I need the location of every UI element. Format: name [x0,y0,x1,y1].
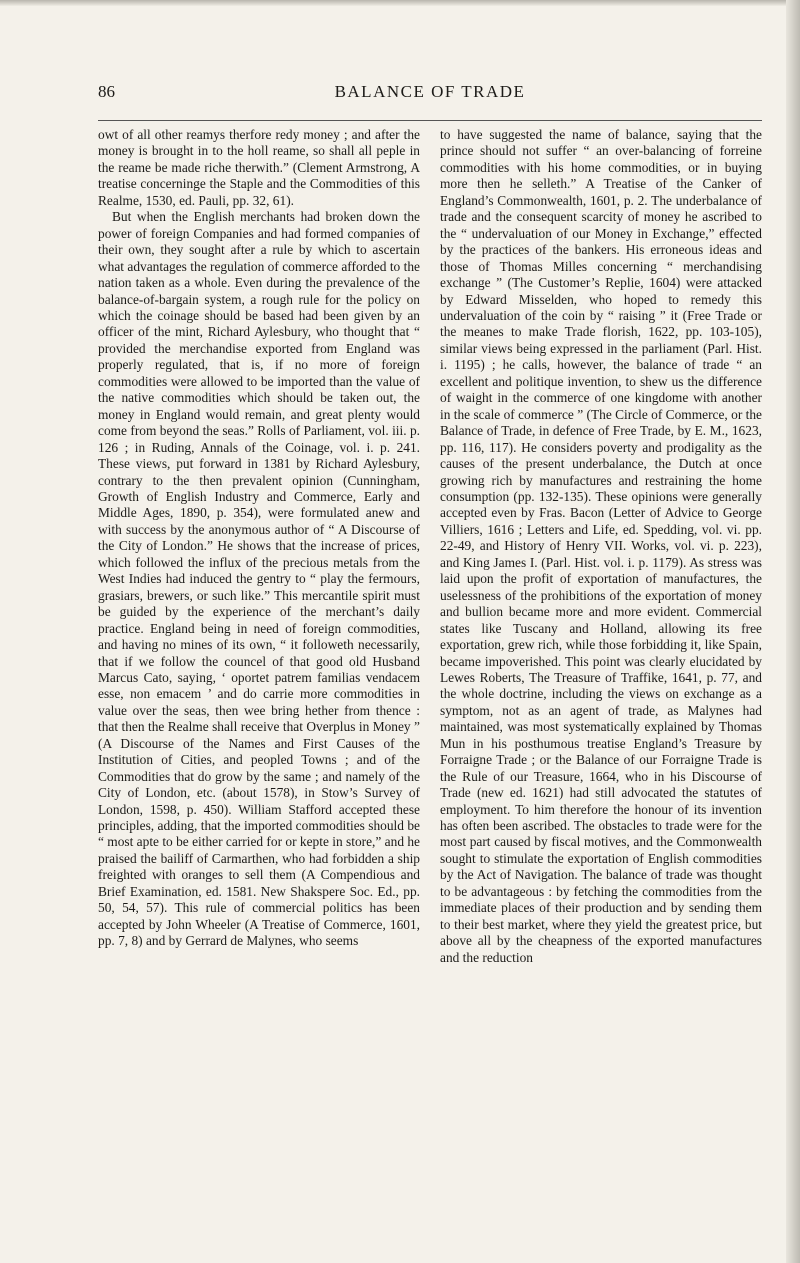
scan-top-edge [0,0,800,6]
running-title: BALANCE OF TRADE [334,82,526,101]
header-rule [98,120,762,121]
left-column [98,127,420,950]
right-paragraph-1: to have suggested the name of balance, saying that the prince should not suffer “ an over-balancing of forreine commodities with his home commodities, or in buying more then he selleth.” A Treatise of the Canker of England’s Commonwealth, 1601, p. 2. The underbalance of trade and the consequent scarcity of money he ascribed to the “ undervaluation of our Money in Exchange,” effected by the practices of the bankers. His erroneous ideas and those of Thomas Milles concerning “ merchandising exchange ” (The Customer’s Replie, 1604) were attacked by Edward Misselden, who hoped to remedy this undervaluation of the coin by “ raising ” it (Free Trade or the meanes to make Trade florish, 1622, pp. 103-105), similar views being expressed in the parliament (Parl. Hist. i. 1195) ; he calls, however, the balance of trade “ an excellent and politique invention, to shew us the difference of waight in the commerce of one kingdome with another in the scale of commerce ” (The Circle of Commerce, or the Balance of Trade, in defence of Free Trade, by E. M., 1623, pp. 116, 117). He considers poverty and prodigality as the causes of the present underbalance, the Dutch at once growing rich by manufactures and restraining the home consumption (pp. 132-135). These opinions were generally accepted even by Fras. Bacon (Letter of Advice to George Villiers, 1616 ; Letters and Life, ed. Spedding, vol. vi. pp. 22-49, and History of Henry VII. Works, vol. vi. p. 223), and King James I. (Parl. Hist. vol. i. p. 1179). As stress was laid upon the profit of exportation of manufactures, the uselessness of the prohibitions of the exportation of money and bullion became more and more evident. Commercial states like Tuscany and Holland, allowing its free exportation, grew rich, while those forbidding it, like Spain, became impoverished. This point was clearly elucidated by Lewes Roberts, The Treasure of Traffike, 1641, p. 77, and the whole doctrine, including the views on exchange as a symptom, not as an agent of trade, as Malynes had maintained, was most systematically explained by Thomas Mun in his posthumous treatise England’s Treasure by Forraigne Trade ; or the Balance of our Forraigne Trade is the Rule of our Treasure, 1664, who in his Discourse of Trade (new ed. 1621) had still advocated the statutes of employment. To him therefore the honour of its invention has often been ascribed. The obstacles to trade were for the most part caused by fiscal motives, and the Commonwealth sought to stimulate the exportation of English commodities by the Act of Navigation. The balance of trade was thought to be advantageous : by fetching the commodities from the immediate places of their production and by sending them to their best market, where they yield the greatest price, but above all by the cheapness of the exported manufactures and the reduction [440,127,762,965]
page-number: 86 [98,82,115,101]
right-column [440,127,762,966]
left-paragraph-1: owt of all other reamys therfore redy money ; and after the money is brought in to the holl reame, so shall all peple in the reame be made riche therwith.” (Clement Armstrong, A treatise concerninge the Staple and the Commodities of this Realme, 1530, ed. Pauli, pp. 32, 61). [98,127,420,208]
page-header [98,82,762,108]
scan-right-edge [786,0,800,1263]
left-paragraph-2: But when the English merchants had broken down the power of foreign Companies and had formed companies of their own, they sought after a rule by which to ascertain what advantages the regulation of commerce afforded to the nation taken as a whole. Even during the prevalence of the balance-of-bargain system, a rough rule for the policy on which the coinage should be based had been given by an officer of the mint, Richard Aylesbury, who thought that “ provided the merchandise exported from England was properly regulated, that is, if no more of foreign commodities were allowed to be imported than the value of the native commodities which should be taken out, the money in England would remain, and great plenty would come from beyond the seas.” Rolls of Parliament, vol. iii. p. 126 ; in Ruding, Annals of the Coinage, vol. i. p. 241. These views, put forward in 1381 by Richard Aylesbury, contrary to the then prevalent opinion (Cunningham, Growth of English Industry and Commerce, Early and Middle Ages, 1890, p. 354), were formulated anew and with success by the anonymous author of “ A Discourse of the City of London.” He shows that the increase of prices, which followed the influx of the precious metals from the West Indies had induced the gentry to “ play the fermours, grasiars, brewers, or such like.” This mercantile spirit must be guided by the experience of the merchant’s daily practice. England being in need of foreign commodities, and having no mines of its own, “ it followeth necessarily, that if we follow the councel of that good old Husband Marcus Cato, saying, ‘ oportet patrem familias vendacem esse, non emacem ’ and do carrie more commodities in value over the seas, then wee bring hether from thence : that then the Realme shall receive that Overplus in Money ” (A Discourse of the Names and First Causes of the Institution of Cities, and peopled Towns ; and of the Commodities that do grow by the same ; and namely of the City of London, etc. (about 1578), in Stow’s Survey of London, 1598, p. 450). William Stafford accepted these principles, adding, that the imported commodities should be “ most apte to be either carried for or kepte in store,” and he praised the bailiff of Carmarthen, who had forbidden a ship freighted with oranges to sell them (A Compendious and Brief Examination, ed. 1581. New Shakspere Soc. Ed., pp. 50, 54, 57). This rule of commercial politics has been accepted by John Wheeler (A Treatise of Commerce, 1601, pp. 7, 8) and by Gerrard de Malynes, who seems [98,209,420,949]
